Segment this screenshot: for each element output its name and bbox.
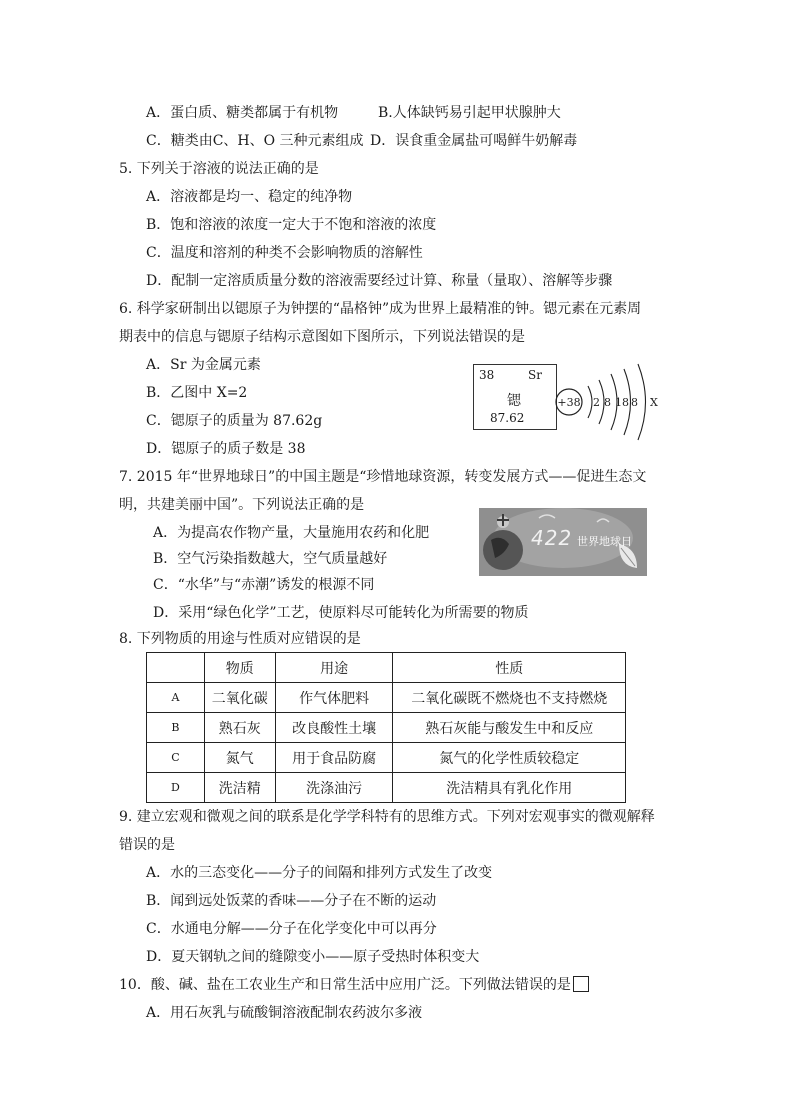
table-header-cell (147, 653, 205, 683)
q9-option-b: B．闻到远处饭菜的香味——分子在不断的运动 (146, 893, 437, 909)
table-cell: 作气体肥料 (275, 683, 393, 713)
table-cell: 熟石灰能与酸发生中和反应 (393, 713, 626, 743)
element-symbol: Sr (528, 368, 542, 382)
table-row (147, 773, 626, 803)
q6-stem-line1: 6. 科学家研制出以锶原子为钟摆的“晶格钟”成为世界上最精准的钟。锶元素在元素周 (119, 301, 642, 317)
table-cell: 二氧化碳既不燃烧也不支持燃烧 (393, 683, 626, 713)
table-header-cell: 性质 (393, 653, 626, 683)
shell-arc-5 (638, 364, 646, 440)
table-cell: A (147, 683, 205, 713)
q9-option-a: A．水的三态变化——分子的间隔和排列方式发生了改变 (146, 865, 493, 881)
atomic-structure-diagram (555, 360, 665, 444)
q5-stem: 5. 下列关于溶液的说法正确的是 (119, 161, 319, 177)
table-cell: 洗洁精 (204, 773, 275, 803)
q9-stem-line1: 9. 建立宏观和微观之间的联系是化学学科特有的思维方式。下列对宏观事实的微观解释 (119, 809, 655, 825)
q7-option-a: A．为提高农作物产量，大量施用农药和化肥 (153, 525, 430, 541)
q6-option-a: A．Sr 为金属元素 (146, 357, 261, 373)
atomic-number: 38 (479, 368, 495, 382)
q8-stem: 8. 下列物质的用途与性质对应错误的是 (119, 631, 361, 647)
earth-day-caption: 世界地球日 (577, 535, 632, 548)
table-cell: B (147, 713, 205, 743)
q4-option-b: B.人体缺钙易引起甲状腺肿大 (378, 105, 561, 121)
shell-4-electrons: 8 (631, 396, 638, 409)
table-cell: 氮气的化学性质较稳定 (393, 743, 626, 773)
q5-option-a: A．溶液都是均一、稳定的纯净物 (146, 189, 353, 205)
shell-3-electrons: 18 (615, 396, 629, 409)
atomic-mass: 87.62 (490, 411, 525, 425)
table-row (147, 713, 626, 743)
q6-stem-line2: 期表中的信息与锶原子结构示意图如下图所示，下列说法错误的是 (119, 329, 525, 345)
q4-option-d: D．误食重金属盐可喝鲜牛奶解毒 (370, 133, 578, 149)
shell-5-electrons: X (650, 396, 658, 409)
shell-2-electrons: 8 (604, 396, 611, 409)
table-header-row (147, 653, 626, 683)
table-row (147, 683, 626, 713)
earth-day-date: 422 (531, 526, 573, 550)
element-card-strontium (473, 364, 557, 430)
table-header-cell: 用途 (275, 653, 393, 683)
table-cell: C (147, 743, 205, 773)
table-cell: 改良酸性土壤 (275, 713, 393, 743)
table-cell: 二氧化碳 (204, 683, 275, 713)
q9-stem-line2: 错误的是 (119, 837, 175, 853)
q7-stem-line2: 明，共建美丽中国”。下列说法正确的是 (119, 497, 365, 513)
q7-stem-line1: 7. 2015 年“世界地球日”的中国主题是“珍惜地球资源，转变发展方式——促进生态文 (119, 469, 647, 485)
table-row (147, 743, 626, 773)
q6-option-d: D．锶原子的质子数是 38 (146, 441, 306, 457)
q8-table (146, 652, 626, 803)
q5-option-d: D．配制一定溶质质量分数的溶液需要经过计算、称量（量取）、溶解等步骤 (146, 273, 613, 289)
table-cell: 氮气 (204, 743, 275, 773)
q4-option-c: C．糖类由C、H、O 三种元素组成 (146, 133, 364, 149)
shell-1-electrons: 2 (593, 396, 600, 409)
q7-option-c: C．“水华”与“赤潮”诱发的根源不同 (153, 577, 375, 593)
earth-day-image (479, 508, 647, 576)
table-cell: D (147, 773, 205, 803)
q10-option-a: A．用石灰乳与硫酸铜溶液配制农药波尔多液 (146, 1005, 423, 1021)
table-cell: 洗涤油污 (275, 773, 393, 803)
q6-option-b: B．乙图中 X=2 (146, 385, 248, 401)
answer-box[interactable] (573, 976, 589, 992)
nucleus-charge: +38 (557, 396, 581, 409)
table-cell: 熟石灰 (204, 713, 275, 743)
q4-option-a: A．蛋白质、糖类都属于有机物 (146, 105, 339, 121)
q10-stem-wrapper (119, 976, 589, 994)
q5-option-b: B．饱和溶液的浓度一定大于不饱和溶液的浓度 (146, 217, 437, 233)
q7-option-b: B．空气污染指数越大，空气质量越好 (153, 551, 388, 567)
table-cell: 用于食品防腐 (275, 743, 393, 773)
shell-arc-1 (588, 386, 592, 418)
q7-option-d: D．采用“绿色化学”工艺，使原料尽可能转化为所需要的物质 (153, 605, 529, 621)
q9-option-c: C．水通电分解——分子在化学变化中可以再分 (146, 921, 437, 937)
q10-stem: 10．酸、碱、盐在工农业生产和日常生活中应用广泛。下列做法错误的是 (119, 977, 571, 993)
q9-option-d: D．夏天钢轨之间的缝隙变小——原子受热时体积变大 (146, 949, 480, 965)
q6-option-c: C．锶原子的质量为 87.62g (146, 413, 323, 429)
element-name: 锶 (507, 393, 521, 409)
table-header-cell: 物质 (204, 653, 275, 683)
q5-option-c: C．温度和溶剂的种类不会影响物质的溶解性 (146, 245, 423, 261)
table-cell: 洗洁精具有乳化作用 (393, 773, 626, 803)
